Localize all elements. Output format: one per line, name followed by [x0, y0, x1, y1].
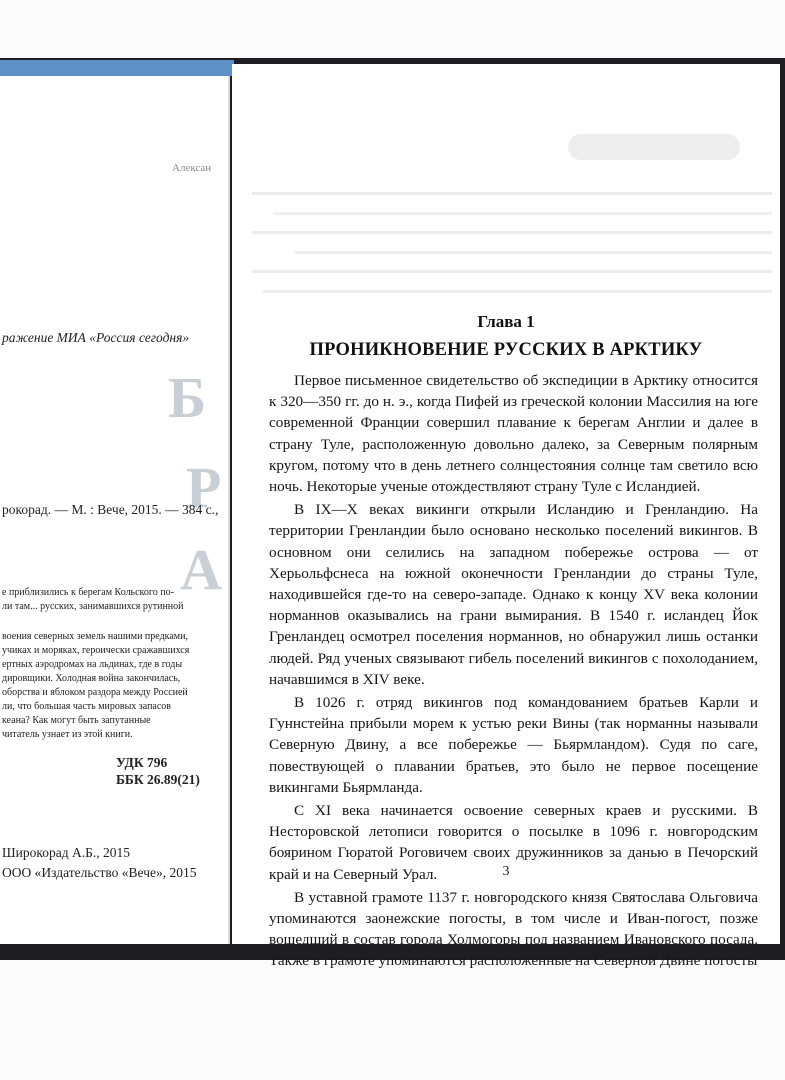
annotation-line: ли там... русских, занимавшихся рутинной	[2, 601, 184, 612]
annotation-line: ертных аэродромах на льдинах, где в годы	[2, 659, 183, 670]
bleed-through-letter: А	[180, 537, 222, 602]
paragraph: В IX—X веках викинги открыли Исландию и Гренландию. На территории Гренландии было основано несколько поселений викингов. В основном они селились на западном побережье острова — от Херьольфснеса на южной оконечности Гренландии до страны Туле, находившейся где-то на северо-западе. Однако к концу XV века колонии норманнов оказывались на грани вымирания. В 1540 г. исландец Йок Гренландец осмотрел поселения норманнов, но обнаружил лишь останки людей. Ряд ученых связывают гибель поселений викингов с похолоданием, начавшимся в XIV веке.	[269, 501, 758, 688]
annotation-line: воения северных земель нашими предками,	[2, 631, 188, 642]
chapter-title: ПРОНИКНОВЕНИЕ РУССКИХ В АРКТИКУ	[309, 340, 703, 360]
bleed-through-ornament	[568, 134, 740, 160]
right-page	[232, 64, 780, 970]
copyright-author: Широкорад А.Б., 2015	[2, 845, 130, 860]
page-number: 3	[502, 864, 510, 879]
chapter-body	[269, 370, 758, 974]
chapter-number: Глава 1	[477, 312, 535, 331]
cover-blue-band	[0, 60, 234, 76]
left-page	[0, 76, 230, 944]
bleed-through-letter: Р	[186, 455, 222, 520]
annotation-line: е приблизились к берегам Кольского по-	[2, 587, 174, 598]
faint-author-name: Алексан	[172, 162, 212, 174]
paragraph: С XI века начинается освоение северных краев и русскими. В Несторовской летописи говорится о посылке в 1096 г. новгородским боярином Гюратой Роговичем своих дружинников за данью в Печорский край и на Северный Урал.	[269, 802, 758, 883]
annotation-line: дировщики. Холодная война закончилась,	[2, 673, 181, 684]
bbk-code: ББК 26.89(21)	[116, 772, 200, 787]
annotation-line: оборства и яблоком раздора между Россией	[2, 687, 188, 698]
bibliographic-line: рокорад. — М. : Вече, 2015. — 384 с.,	[2, 502, 219, 517]
paragraph: Первое письменное свидетельство об экспедиции в Арктику относится к 320—350 гг. до н. э., когда Пифей из греческой колонии Массилия на юге современной Франции совершил плавание к берегам Англии и далее в страну Туле, расположенную довольно далеко, за Северным полярным кругом, потому что в день летнего солнцестояния солнце там светило всю ночь. Некоторые ученые отождествляют страну Туле с Исландией.	[269, 372, 758, 496]
annotation-line: читатель узнает из этой книги.	[2, 729, 133, 740]
bleed-through-letter: Б	[168, 365, 207, 430]
paragraph: В 1026 г. отряд викингов под командованием братьев Карли и Гуннстейна прибыли морем к устью реки Вины (так норманны называли Северную Двину, а все побережье — Бьярмландом). Судя по саге, повествующей о плавании братьев, это было не первое посещение викингами Бьярмланда.	[269, 694, 758, 796]
annotation-line: ли, что большая часть мировых запасов	[2, 701, 172, 712]
annotation-line: кеана? Как могут быть запутанные	[2, 715, 151, 726]
copyright-publisher: ООО «Издательство «Вече», 2015	[2, 865, 197, 880]
udk-code: УДК 796	[116, 755, 168, 770]
bleed-through-text	[252, 184, 772, 301]
annotation-line: учиках и моряках, героически сражавшихся	[2, 645, 190, 656]
illustration-credit: ражение МИА «Россия сегодня»	[2, 330, 190, 345]
paragraph: В уставной грамоте 1137 г. новгородского князя Святослава Ольговича упоминаются заонежские погосты, в том числе и Иван-погост, позже вошедший в состав города Холмогоры под названием Ивановского посада. Также в грамоте упоминаются расположенные на Северной Двине погосты	[269, 888, 758, 970]
